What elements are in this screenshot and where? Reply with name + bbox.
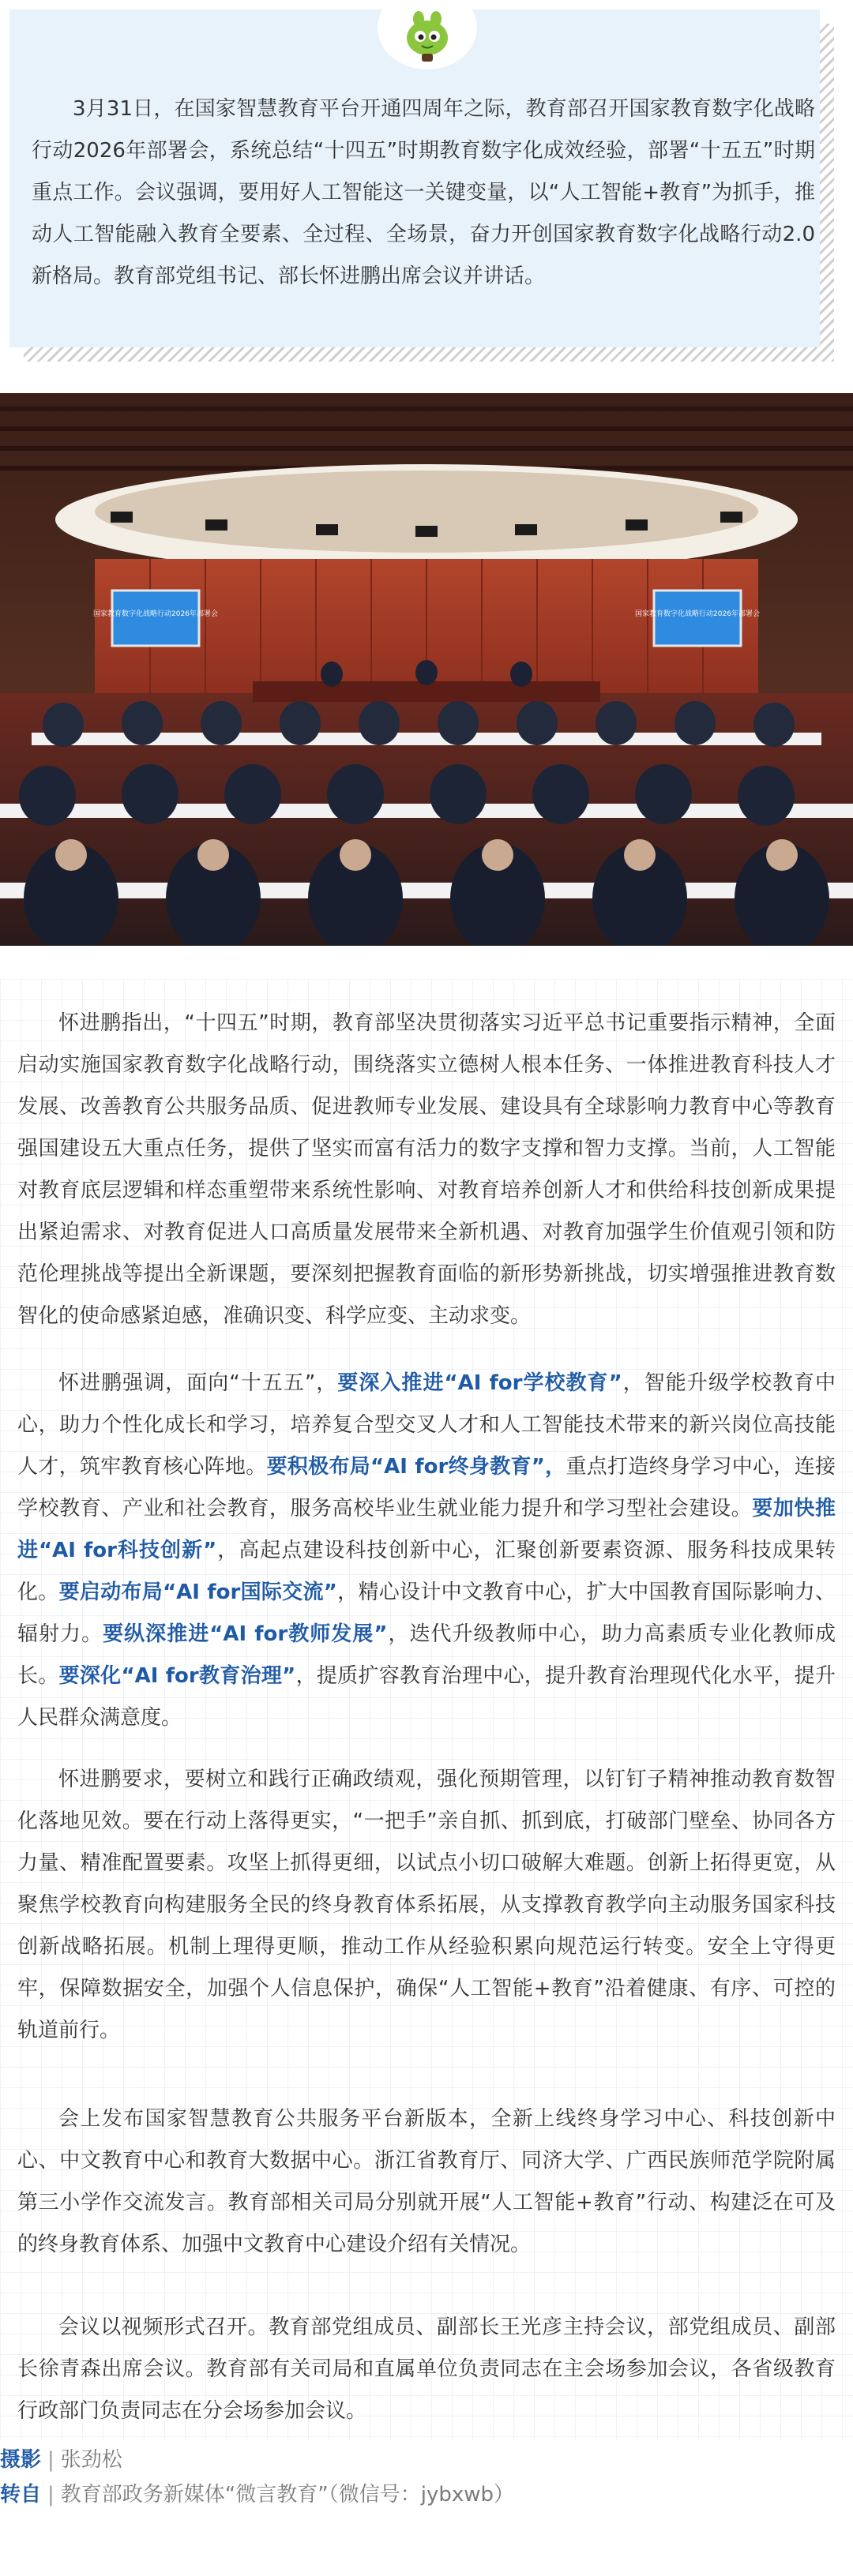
paragraph-3: 怀进鹏要求，要树立和践行正确政绩观，强化预期管理，以钉钉子精神推动教育数智化落地见效。要在行动上落得更实，“一把手”亲自抓、抓到底，打破部门壁垒、协同各方力量、精准配置要素。攻坚上抓得更细，以试点小切口破解大难题。创新上拓得更宽，从聚焦学校教育向构建服务全民的终身教育体系拓展，从支撑教育教学向主动服务国家科技创新战略拓展。机制上理得更顺，推动工作从经验积累向规范运行转变。安全上守得更牢，保障数据安全，加强个人信息保护，确保“人工智能+教育”沿着健康、有序、可控的轨道前行。 — [17, 1768, 836, 2042]
p2-seg-0: 怀进鹏强调，面向“十五五”， — [58, 1371, 338, 1395]
highlight-ai-international: 要启动布局“AI for国际交流” — [58, 1580, 337, 1604]
right-screen-title: 国家教育数字化战略行动2026年部署会 — [635, 610, 760, 618]
intro-card-wrapper — [9, 0, 828, 365]
highlight-ai-lifelong: 要积极布局“AI for终身教育”， — [266, 1455, 566, 1479]
p2-seg-4: ，精心设计中文教育中心，扩大中国教育国际影响力、辐射力。 — [17, 1580, 836, 1646]
mascot-icon — [401, 6, 453, 62]
highlight-ai-innovation: 要加快推进“AI for科技创新” — [17, 1497, 836, 1562]
intro-paragraph: 3月31日，在国家智慧教育平台开通四周年之际，教育部召开国家教育数字化战略行动2026年部署会，系统总结“十四五”时期教育数字化成效经验，部署“十五五”时期重点工作。会议强调，要用好人工智能这一关键变量，以“人工智能+教育”为抓手，推动人工智能融入教育全要素、全过程、全场景，奋力开创国家教育数字化战略行动2.0新格局。教育部党组书记、部长怀进鹏出席会议并讲话。 — [32, 97, 815, 288]
paragraph-2 — [17, 1363, 836, 1739]
left-screen-title: 国家教育数字化战略行动2026年部署会 — [93, 610, 218, 618]
article-body — [0, 979, 853, 2439]
p2-seg-3: ，高起点建设科技创新中心，汇聚创新要素资源、服务科技成果转化。 — [17, 1539, 836, 1604]
p2-seg-6: ，提质扩容教育治理中心，提升教育治理现代化水平，提升人民群众满意度。 — [17, 1664, 836, 1730]
highlight-ai-school: 要深入推进“AI for学校教育” — [337, 1371, 622, 1395]
photo-credit-separator: | — [47, 2448, 54, 2472]
highlight-ai-teacher: 要纵深推进“AI for教师发展” — [103, 1622, 388, 1646]
photo-credit-value: 张劲松 — [60, 2448, 122, 2472]
paragraph-4: 会上发布国家智慧教育公共服务平台新版本，全新上线终身学习中心、科技创新中心、中文教育中心和教育大数据中心。浙江省教育厅、同济大学、广西民族师范学院附属第三小学作交流发言。教育部相关司局分别就开展“人工智能+教育”行动、构建泛在可及的终身教育体系、加强中文教育中心建设介绍有关情况。 — [17, 2107, 836, 2256]
p2-seg-5: ，迭代升级教师中心，助力高素质专业化教师成长。 — [17, 1622, 836, 1688]
meeting-photo — [0, 393, 853, 946]
intro-card — [9, 9, 820, 347]
photo-credit-label: 摄影 — [0, 2448, 42, 2472]
meeting-photo-illustration — [0, 393, 853, 946]
mascot-badge — [378, 0, 477, 69]
source-credit — [0, 2479, 514, 2510]
p2-seg-2: 重点打造终身学习中心，连接学校教育、产业和社会教育，服务高校毕业生就业能力提升和学习型社会建设。 — [17, 1455, 836, 1520]
p2-seg-1: ，智能升级学校教育中心，助力个性化成长和学习，培养复合型交叉人才和人工智能技术带来的新兴岗位高技能人才，筑牢教育核心阵地。 — [17, 1371, 836, 1479]
source-credit-label: 转自 — [0, 2483, 42, 2507]
highlight-ai-governance: 要深化“AI for教育治理” — [58, 1664, 296, 1688]
source-credit-value: 教育部政务新媒体“微言教育”（微信号：jybxwb） — [60, 2483, 514, 2507]
paragraph-5: 会议以视频形式召开。教育部党组成员、副部长王光彦主持会议，部党组成员、副部长徐青森出席会议。教育部有关司局和直属单位负责同志在主会场参加会议，各省级教育行政部门负责同志在分会场参加会议。 — [17, 2315, 836, 2423]
photo-credit — [0, 2444, 122, 2476]
paragraph-1: 怀进鹏指出，“十四五”时期，教育部坚决贯彻落实习近平总书记重要指示精神，全面启动实施国家教育数字化战略行动，围绕落实立德树人根本任务、一体推进教育科技人才发展、改善教育公共服务品质、促进教师专业发展、建设具有全球影响力教育中心等教育强国建设五大重点任务，提供了坚实而富有活力的数字支撑和智力支撑。当前，人工智能对教育底层逻辑和样态重塑带来系统性影响、对教育培养创新人才和供给科技创新成果提出紧迫需求、对教育促进人口高质量发展带来全新机遇、对教育加强学生价值观引领和防范伦理挑战等提出全新课题，要深刻把握教育面临的新形势新挑战，切实增强推进教育数智化的使命感紧迫感，准确识变、科学应变、主动求变。 — [17, 1011, 836, 1328]
source-credit-separator: | — [47, 2483, 54, 2507]
